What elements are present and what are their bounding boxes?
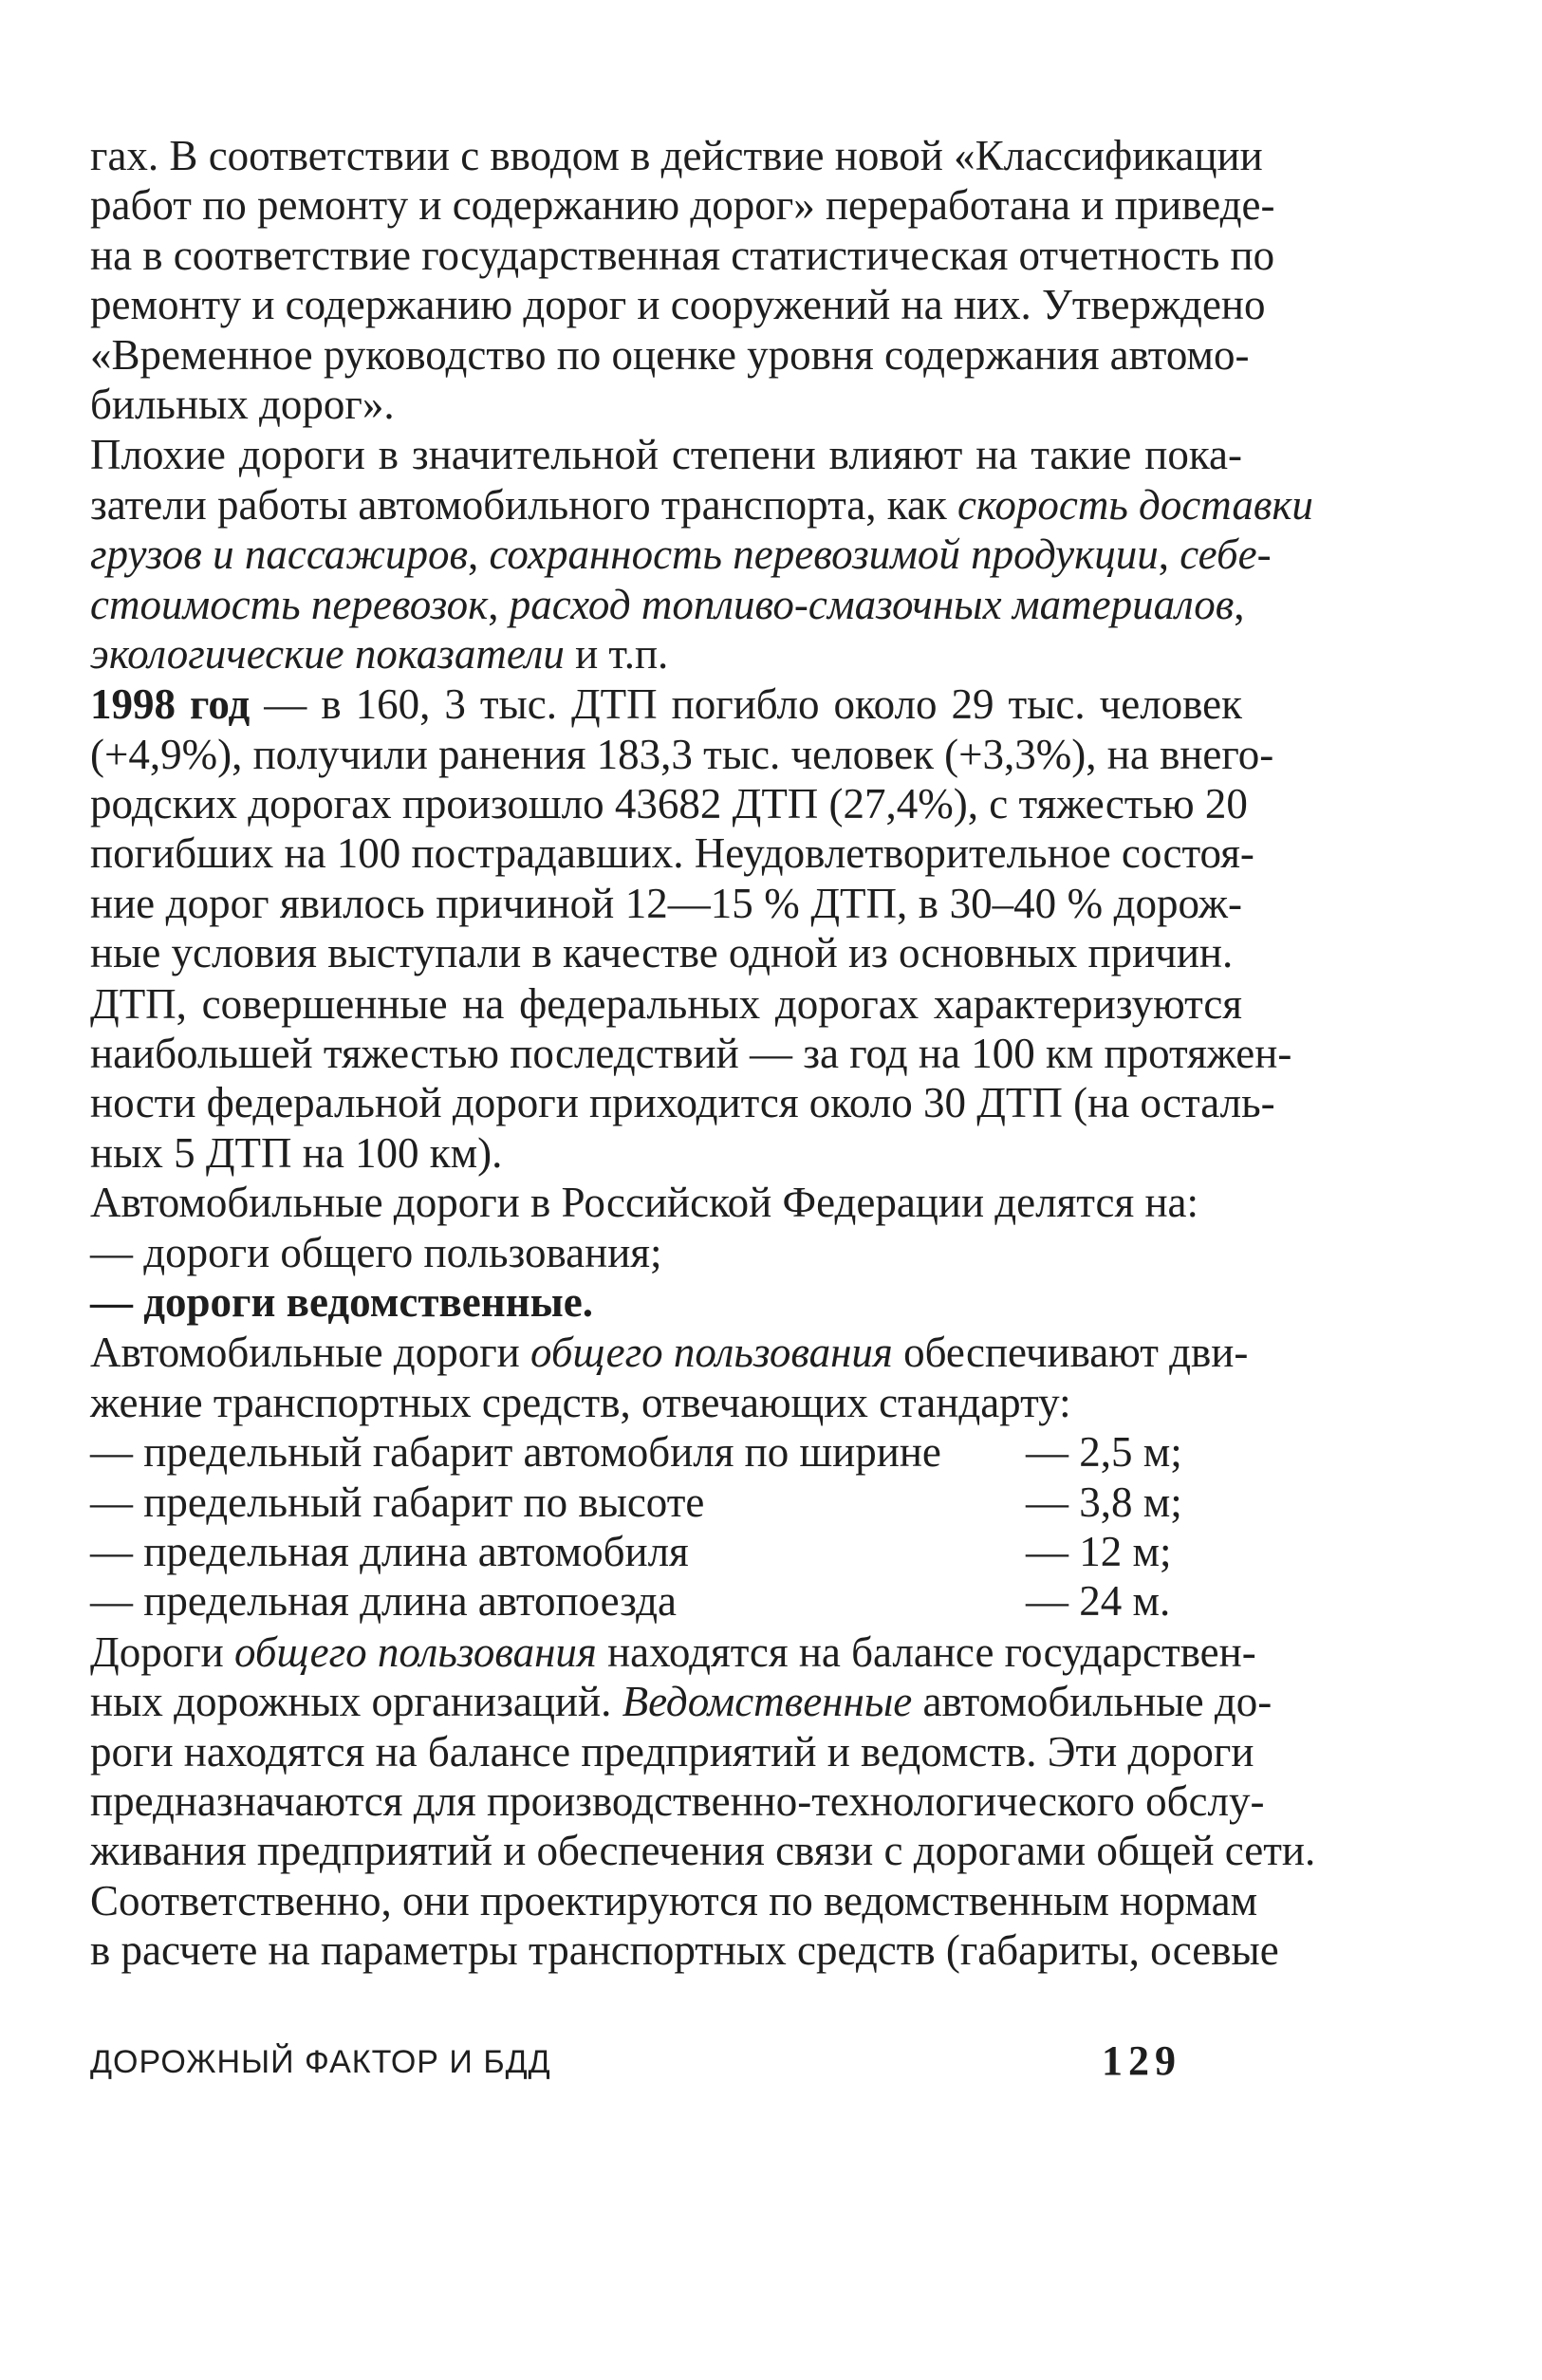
text-span: , [488,580,510,628]
text-line: (+4,9%), получили ранения 183,3 тыс. человек (+3,3%), на внего- [90,730,1274,778]
italic-term: экологические показатели [90,629,565,678]
text-line: роги находятся на балансе предприятий и ведомств. Эти дороги [90,1727,1254,1776]
italic-term: скорость доставки [957,480,1313,529]
italic-term: общего пользования [234,1627,597,1676]
text-line: «Временное руководство по оценке уровня содержания автомо- [90,330,1250,379]
italic-term: общего пользования [530,1329,893,1377]
dimension-row [90,1576,1242,1626]
text-line: ремонту и содержанию дорог и сооружений на них. Утверждено [90,281,1266,329]
italic-term: грузов и пассажиров [90,530,469,579]
page-footer [90,2037,1181,2092]
running-title: ДОРОЖНЫЙ ФАКТОР И БДД [90,2044,551,2080]
paragraph-bad-roads [90,430,1313,679]
text-line [90,580,1245,629]
paragraph-federal-roads [90,979,1292,1179]
text-line [90,430,1242,479]
dimension-row [90,1527,1242,1576]
text-line: ДТП, совершенные на федеральных дорогах характеризуются [90,979,1242,1028]
dimension-name: — предельная длина автомобиля [90,1527,689,1575]
text-span: обеспечивают дви- [892,1329,1249,1377]
text-span: Автомобильные дороги [90,1329,530,1377]
text-line: наибольшей тяжестью последствий — за год на 100 км протяжен- [90,1030,1292,1078]
text-span: Дороги [90,1627,234,1676]
text-line: Автомобильные дороги в Российской Федерации делятся на: [90,1179,1199,1227]
text-line [90,480,1313,530]
text-span: автомобильные до- [912,1678,1273,1726]
bold-lead: 1998 год [90,680,251,729]
text-line: на в соответствие государственная статистическая отчетность по [90,231,1275,279]
italic-term: Ведомственные [622,1678,913,1726]
text-span: и т.п. [564,629,669,678]
dimension-value: — 12 м; [1026,1527,1172,1575]
dimension-value: — 3,8 м; [1026,1478,1182,1526]
text-span: , [1234,580,1245,628]
dimension-row [90,1427,1242,1477]
text-line: бильных дорог». [90,380,395,428]
list-item: — дороги общего пользования; [90,1228,662,1276]
text-line: в расчете на параметры транспортных средств (габариты, осевые [90,1926,1279,1975]
text-line: родских дорогах произошло 43682 ДТП (27,4%), с тяжестью 20 [90,780,1248,828]
text-span: , [1158,530,1180,579]
page-body [90,131,1316,1975]
page-number: 129 [1102,2037,1181,2084]
text-line: ние дорог явилось причиной 12—15 % ДТП, в 30–40 % дорож- [90,879,1242,927]
italic-term: расход топливо-смазочных материалов [509,580,1235,628]
text-line: ности федеральной дороги приходится около 30 ДТП (на осталь- [90,1079,1275,1127]
text-line: гах. В соответствии с вводом в действие новой «Классификации [90,132,1263,179]
text-line: погибших на 100 пострадавших. Неудовлетворительное состоя- [90,829,1254,878]
text-line [90,679,1242,729]
dimension-value: — 24 м. [1026,1577,1171,1626]
text-span: ных дорожных организаций. [90,1678,622,1726]
text-line [90,1627,1256,1677]
paragraph-balance [90,1627,1316,1976]
paragraph-road-types [90,1178,1242,1327]
italic-term: себе- [1180,530,1272,579]
text-line: ные условия выступали в качестве одной из основных причин. [90,929,1234,977]
italic-term: сохранность перевозимой продукции [489,530,1159,579]
dimension-value: — 2,5 м; [1026,1428,1182,1477]
text-span: затели работы автомобильного транспорта, как [90,480,958,529]
text-line [90,1677,1273,1726]
text-line: живания предприятий и обеспечения связи с дорогами общей сети. [90,1827,1316,1875]
italic-term: стоимость перевозок [90,580,489,628]
text-line: работ по ремонту и содержанию дорог» переработана и приведе- [90,181,1275,230]
paragraph-1998-stats [90,679,1274,977]
text-span: , [468,530,490,579]
list-item: — дороги ведомственные. [90,1277,593,1326]
dimension-name: — предельный габарит по высоте [90,1478,705,1526]
text-span: Плохие дороги в значительной степени влияют на такие пока- [90,431,1242,479]
text-span: находятся на балансе государствен- [596,1627,1256,1676]
text-line [90,1328,1249,1377]
text-span: — в 160, 3 тыс. ДТП погибло около 29 тыс. человек [250,680,1242,729]
dimension-name: — предельный габарит автомобиля по ширине [90,1428,941,1477]
dimension-name: — предельная длина автопоезда [90,1577,677,1626]
text-line: Соответственно, они проектируются по ведомственным нормам [90,1876,1258,1924]
paragraph-standards [90,1328,1249,1626]
text-line: предназначаются для производственно-технологического обслу- [90,1776,1265,1825]
text-line: ных 5 ДТП на 100 км). [90,1128,503,1177]
dimension-row [90,1478,1242,1527]
text-line [90,629,1242,679]
text-line [90,530,1272,579]
paragraph-classification [90,131,1275,429]
text-line: жение транспортных средств, отвечающих стандарту: [90,1378,1071,1426]
